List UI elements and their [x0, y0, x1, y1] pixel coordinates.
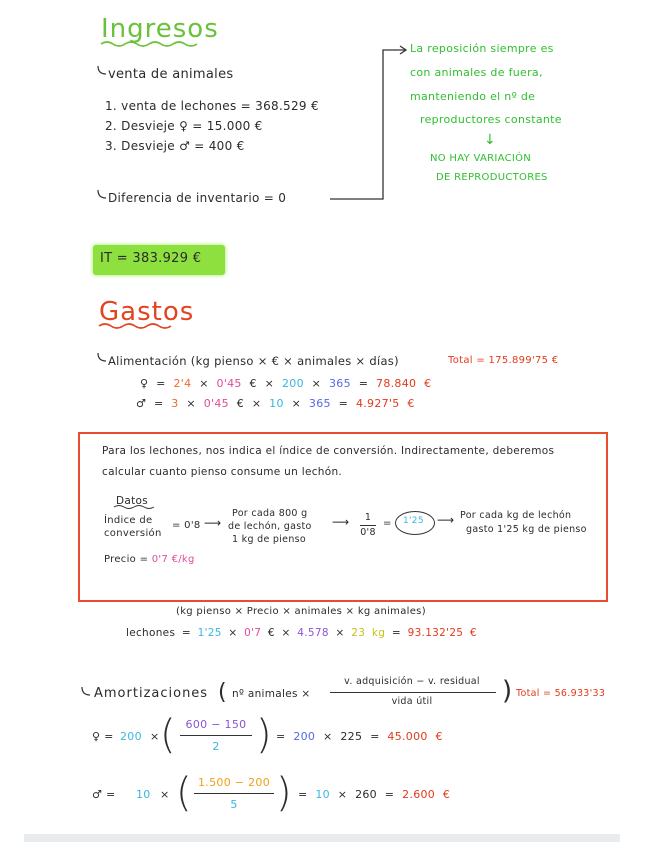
- amort-male-paren-open: (: [176, 770, 192, 816]
- right-arrow-icon: ⟶: [332, 515, 350, 529]
- ingreso-item-value: 368.529 €: [255, 99, 319, 113]
- lechones-row: lechones = 1'25 × 0'7 € × 4.578 × 23 kg = 93.132'25 €: [126, 627, 477, 639]
- ingreso-item-value: 15.000 €: [206, 119, 263, 133]
- amort-paren-open: (: [218, 680, 227, 705]
- amort-male-num: 1.500 − 200: [198, 776, 270, 789]
- mid-text-1: Por cada 800 g: [232, 508, 308, 519]
- amort-female-sym: ♀ =: [92, 730, 114, 743]
- down-arrow-icon: ↓: [484, 132, 497, 148]
- amort-male-x: ×: [160, 788, 170, 801]
- alimentacion-female-row: ♀ = 2'4 × 0'45 € × 200 × 365 = 78.840 €: [140, 377, 432, 390]
- amortizaciones-heading: Amortizaciones: [94, 686, 209, 701]
- reposicion-note-line-3: manteniendo el nº de: [410, 90, 536, 103]
- alimentacion-male-row: ♂ = 3 × 0'45 € × 10 × 365 = 4.927'5 €: [136, 397, 415, 410]
- amort-female-rest: = 200 × 225 = 45.000 €: [276, 730, 443, 743]
- amort-female-frac-line: [180, 735, 252, 736]
- reposicion-note-line-4: reproductores constante: [420, 113, 562, 126]
- ingresos-underline: [101, 42, 197, 46]
- conversion-frac-num: 1: [364, 512, 372, 523]
- amort-frac-line: [330, 692, 496, 693]
- amort-male-frac-line: [194, 793, 274, 794]
- ingreso-item-value: 400 €: [208, 139, 245, 153]
- ingreso-item-3: [105, 139, 245, 153]
- it-total: IT = 383.929 €: [100, 251, 202, 266]
- ingreso-item-1: [105, 99, 319, 113]
- page-bottom-bar: [24, 834, 620, 842]
- reposicion-note-line-1: La reposición siempre es: [410, 42, 554, 55]
- indice-label-1: Índice de: [104, 515, 153, 526]
- note-line-1: Para los lechones, nos indica el índice de conversión. Indirectamente, deberemos: [102, 445, 555, 457]
- variacion-note-2: DE REPRODUCTORES: [436, 172, 548, 183]
- amort-frac-den: vida útil: [391, 696, 433, 707]
- precio-row: Precio = 0'7 €/kg: [104, 554, 195, 565]
- amort-female-x: ×: [150, 730, 160, 743]
- note-line-2: calcular cuanto pienso consume un lechón.: [102, 466, 343, 478]
- right-text-1: Por cada kg de lechón: [460, 510, 572, 521]
- diferencia-inventario: Diferencia de inventario = 0: [108, 191, 287, 205]
- amortizaciones-total: Total = 56.933'33: [516, 688, 606, 699]
- indice-label-2: conversión: [104, 528, 162, 539]
- diferencia-arrow: [330, 50, 405, 199]
- variacion-note-1: NO HAY VARIACIÓN: [430, 153, 532, 164]
- indice-value: = 0'8: [172, 520, 201, 531]
- alimentacion-heading: Alimentación (kg pienso × € × animales × días): [108, 354, 399, 368]
- lechones-formula: (kg pienso × Precio × animales × kg animales): [176, 606, 426, 617]
- venta-heading: venta de animales: [108, 67, 234, 82]
- amort-frac-num: v. adquisición − v. residual: [344, 676, 480, 687]
- amort-paren-left: nº animales ×: [232, 688, 311, 700]
- amort-female-paren-close: ): [256, 712, 272, 758]
- conversion-frac-line: [360, 525, 376, 526]
- datos-label: Datos: [116, 495, 149, 507]
- right-arrow-icon: ⟶: [437, 513, 455, 527]
- mid-text-3: 1 kg de pienso: [232, 534, 307, 545]
- amort-male-n: 10: [136, 788, 151, 801]
- amort-male-den: 5: [230, 798, 238, 811]
- amort-female-den: 2: [212, 740, 220, 753]
- amort-female-paren-open: (: [160, 712, 176, 758]
- circle-value: 1'25: [403, 516, 424, 526]
- amort-male-rest: = 10 × 260 = 2.600 €: [298, 788, 451, 801]
- conversion-frac-den: 0'8: [360, 527, 376, 538]
- amort-female-num: 600 − 150: [185, 718, 247, 731]
- reposicion-note-line-2: con animales de fuera,: [410, 66, 543, 79]
- amort-paren-close: ): [502, 676, 513, 706]
- ingreso-item-label: 2. Desvieje ♀ =: [105, 119, 203, 133]
- ingresos-title: Ingresos: [101, 14, 219, 44]
- ingreso-item-2: [105, 119, 263, 133]
- mid-text-2: de lechón, gasto: [228, 521, 312, 532]
- gastos-title: Gastos: [99, 297, 195, 327]
- amort-male-sym: ♂ =: [92, 788, 116, 801]
- right-text-2: gasto 1'25 kg de pienso: [466, 524, 587, 535]
- ingreso-item-label: 1. venta de lechones =: [105, 99, 252, 113]
- ingreso-item-label: 3. Desvieje ♂ =: [105, 139, 205, 153]
- amort-female-n: 200: [120, 730, 142, 743]
- amort-male-paren-close: ): [276, 770, 292, 816]
- alimentacion-total: Total = 175.899'75 €: [448, 355, 559, 366]
- right-arrow-icon: ⟶: [204, 516, 222, 530]
- conversion-frac-eq: =: [383, 518, 392, 529]
